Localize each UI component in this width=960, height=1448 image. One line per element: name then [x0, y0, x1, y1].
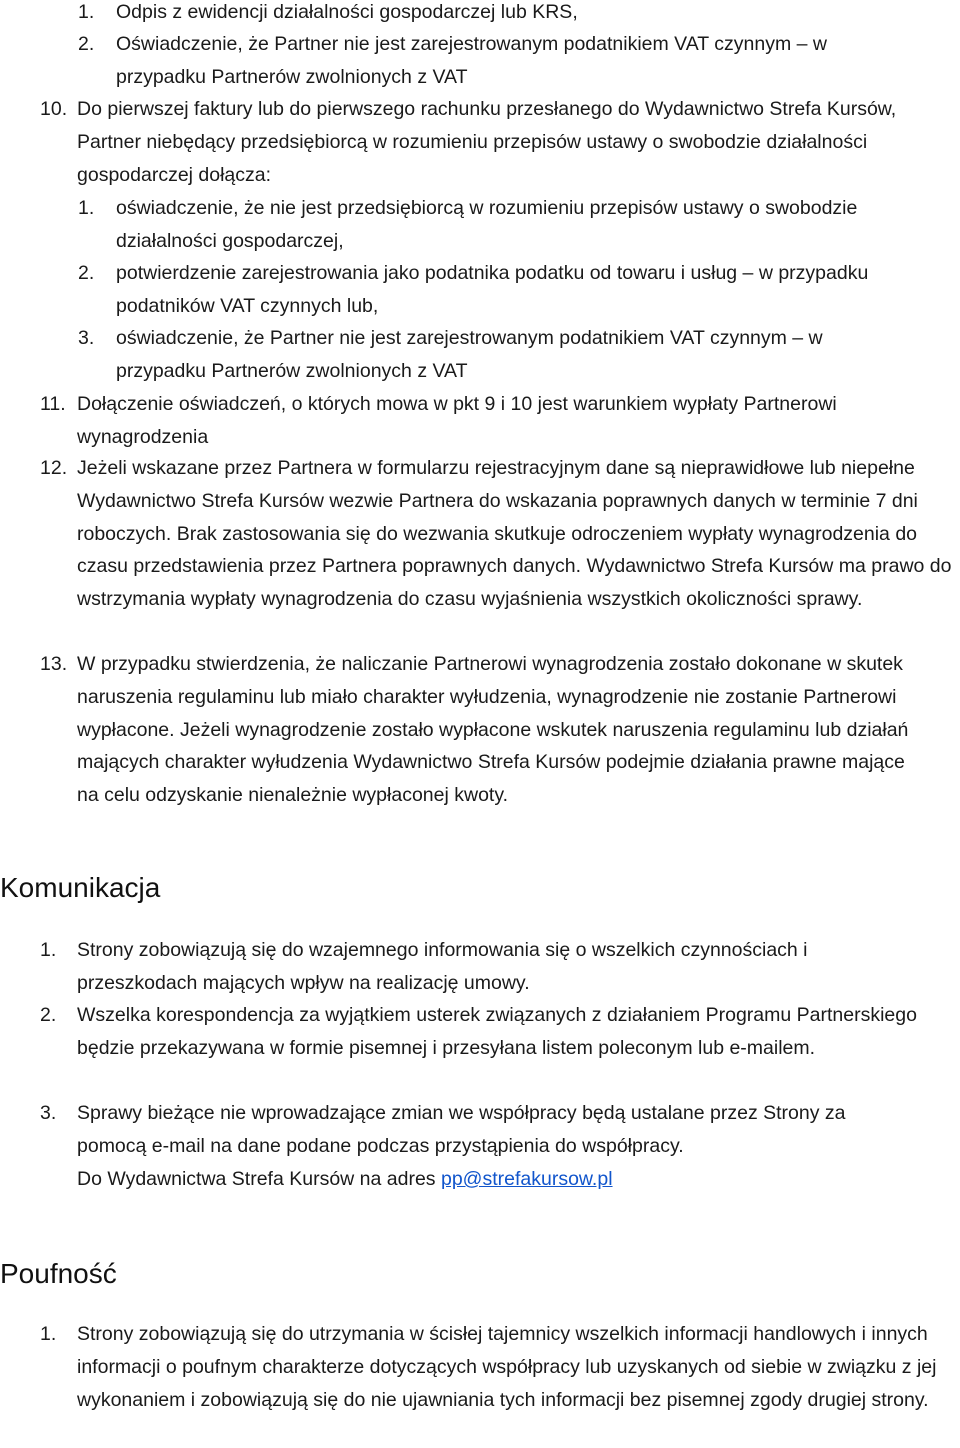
list-text: Jeżeli wskazane przez Partnera w formularzu rejestracyjnym dane są nieprawidłowe lub niepełne Wydawnictwo Strefa Kursów wezwie Partnera do wskazania poprawnych danych w terminie 7 dni roboczych. Brak zastosowania się do wezwania skutkuje odroczeniem wypłaty wynagrodzenia do czasu przedstawienia przez Partnera poprawnych danych. Wydawnictwo Strefa Kursów ma prawo do wstrzymania wypłaty wynagrodzenia do czasu wyjaśnienia wszystkich okoliczności sprawy.	[77, 457, 952, 611]
list-item	[40, 1097, 920, 1163]
list-item	[40, 93, 920, 191]
list-number: 11.	[40, 393, 66, 415]
list-number: 1.	[78, 197, 95, 219]
list-text: Dołączenie oświadczeń, o których mowa w pkt 9 i 10 jest warunkiem wypłaty Partnerowi wynagrodzenia	[77, 393, 837, 448]
list-number: 12.	[40, 457, 68, 479]
list-number: 2.	[78, 33, 95, 55]
list-number: 1.	[78, 1, 95, 23]
list-text: Do pierwszej faktury lub do pierwszego rachunku przesłanego do Wydawnictwo Strefa Kursów, Partner niebędący przedsiębiorcą w rozumieniu przepisów ustawy o swobodzie działalności gospodarczej dołącza:	[77, 98, 897, 186]
section-heading-komunikacja: Komunikacja	[0, 872, 161, 903]
list-text: oświadczenie, że nie jest przedsiębiorcą w rozumieniu przepisów ustawy o swobodzie działalności gospodarczej,	[116, 197, 858, 252]
list-text: Odpis z ewidencji działalności gospodarczej lub KRS,	[116, 1, 578, 23]
contact-address-line	[77, 1163, 937, 1196]
list-number: 3.	[40, 1102, 57, 1124]
list-number: 2.	[40, 1004, 57, 1026]
list-number: 1.	[40, 939, 57, 961]
list-item	[40, 999, 956, 1065]
list-number: 10.	[40, 98, 68, 120]
list-text: Sprawy bieżące nie wprowadzające zmian we współpracy będą ustalane przez Strony za pomocą e-mail na dane podane podczas przystąpienia do współpracy.	[77, 1102, 846, 1157]
list-text: Oświadczenie, że Partner nie jest zarejestrowanym podatnikiem VAT czynnym – w przypadku Partnerów zwolnionych z VAT	[116, 33, 827, 88]
list-item	[40, 388, 920, 454]
list-number: 3.	[78, 327, 95, 349]
list-number: 13.	[40, 653, 68, 675]
list-item	[40, 1318, 956, 1416]
list-item	[78, 192, 938, 258]
address-prefix: Do Wydawnictwa Strefa Kursów na adres	[77, 1168, 441, 1190]
list-item	[40, 934, 920, 1000]
list-text: potwierdzenie zarejestrowania jako podatnika podatku od towaru i usług – w przypadku podatników VAT czynnych lub,	[116, 262, 869, 317]
list-item	[40, 452, 956, 616]
list-item	[78, 257, 958, 323]
list-item	[78, 28, 908, 94]
list-text: Strony zobowiązują się do utrzymania w ścisłej tajemnicy wszelkich informacji handlowych i innych informacji o poufnym charakterze dotyczących współpracy lub uzyskanych od siebie w związku z jej wykonaniem i zobowiązują się do nie ujawniania tych informacji bez pisemnej zgody drugiej strony.	[77, 1323, 937, 1411]
list-text: Strony zobowiązują się do wzajemnego informowania się o wszelkich czynnościach i przeszkodach mających wpływ na realizację umowy.	[77, 939, 808, 994]
section-heading-poufnosc: Poufność	[0, 1258, 117, 1289]
email-link[interactable]: pp@strefakursow.pl	[440, 1168, 613, 1190]
list-item	[78, 322, 908, 388]
list-text: oświadczenie, że Partner nie jest zarejestrowanym podatnikiem VAT czynnym – w przypadku Partnerów zwolnionych z VAT	[116, 327, 823, 382]
list-number: 1.	[40, 1323, 57, 1345]
list-text: Wszelka korespondencja za wyjątkiem usterek związanych z działaniem Programu Partnerskiego będzie przekazywana w formie pisemnej i przesyłana listem poleconym lub e-mailem.	[77, 1004, 917, 1059]
list-item	[78, 0, 908, 29]
list-text: W przypadku stwierdzenia, że naliczanie Partnerowi wynagrodzenia zostało dokonane w skutek naruszenia regulaminu lub miało charakter wyłudzenia, wynagrodzenie nie zostanie Partnerowi wypłacone. Jeżeli wynagrodzenie zostało wypłacone wskutek naruszenia regulaminu lub działań mających charakter wyłudzenia Wydawnictwo Strefa Kursów podejmie działania prawne mające na celu odzyskanie nienależnie wypłaconej kwoty.	[77, 653, 909, 807]
list-item	[40, 648, 920, 812]
list-number: 2.	[78, 262, 95, 284]
